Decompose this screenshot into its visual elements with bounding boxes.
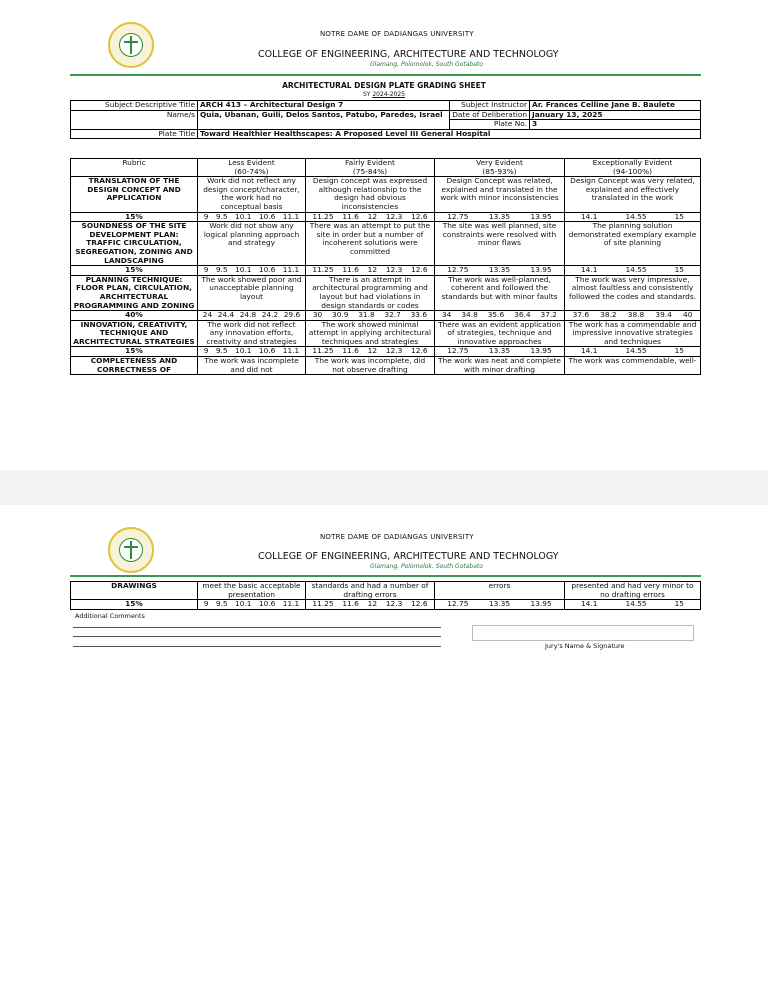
rubric-header: Rubric: [71, 159, 198, 177]
header-divider: [70, 74, 701, 76]
very-scores: 12.75 13.35 13.95: [435, 212, 565, 222]
fairly-evident-header: Fairly Evident (75-84%): [306, 159, 435, 177]
rubric-table: [70, 158, 701, 375]
criterion-exceptional: The work has a commendable and impressive innovative strategies and techniques: [565, 320, 701, 347]
criterion-name: PLANNING TECHNIQUE: FLOOR PLAN, CIRCULATION, ARCHITECTURAL PROGRAMMING AND ZONING: [71, 275, 198, 310]
criterion-fairly: standards and had a number of drafting errors: [306, 582, 435, 600]
university-name: NOTRE DAME OF DADIANGAS UNIVERSITY: [320, 30, 474, 38]
university-seal-icon: [108, 22, 154, 68]
criterion-row: [71, 222, 701, 266]
criterion-name: COMPLETENESS AND CORRECTNESS OF: [71, 357, 198, 375]
fairly-scores: 11.25 11.6 12 12.3 12.6: [306, 600, 435, 610]
very-evident-header: Very Evident (85-93%): [435, 159, 565, 177]
comment-line-3[interactable]: [73, 646, 441, 647]
criterion-very: The work was neat and complete with minor drafting: [435, 357, 565, 375]
criterion-name: INNOVATION, CREATIVITY, TECHNIQUE AND ARCHITECTURAL STRATEGIES: [71, 320, 198, 347]
subject-title-value: ARCH 413 – Architectural Design 7: [198, 101, 450, 111]
very-scores: 12.75 13.35 13.95: [435, 266, 565, 276]
criterion-fairly: There was an attempt to put the site in order but a number of incoherent solutions were committed: [306, 222, 435, 266]
less-scores: 9 9.5 10.1 10.6 11.1: [198, 212, 306, 222]
criterion-exceptional: presented and had very minor to no drafting errors: [565, 582, 701, 600]
criterion-less: The work showed poor and unacceptable planning layout: [198, 275, 306, 310]
criterion-row: [71, 320, 701, 347]
exceptional-scores: 14.1 14.55 15: [565, 600, 701, 610]
criterion-name: DRAWINGS: [71, 582, 198, 600]
additional-comments-label: Additional Comments: [75, 612, 145, 620]
fairly-scores: 11.25 11.6 12 12.3 12.6: [306, 266, 435, 276]
very-scores: 12.75 13.35 13.95: [435, 600, 565, 610]
criterion-very: The site was well planned, site constraints were resolved with minor flaws: [435, 222, 565, 266]
exceptional-scores: 14.1 14.55 15: [565, 212, 701, 222]
criterion-less: meet the basic acceptable presentation: [198, 582, 306, 600]
less-scores: 24 24.4 24.8 24.2 29.6: [198, 311, 306, 321]
college-name: COLLEGE OF ENGINEERING, ARCHITECTURE AND TECHNOLOGY: [258, 49, 559, 60]
university-name: NOTRE DAME OF DADIANGAS UNIVERSITY: [320, 533, 474, 541]
criterion-row: [71, 275, 701, 310]
exceptional-scores: 14.1 14.55 15: [565, 347, 701, 357]
less-scores: 9 9.5 10.1 10.6 11.1: [198, 266, 306, 276]
criterion-weight: 15%: [71, 266, 198, 276]
names-label: Name/s: [71, 110, 198, 129]
criterion-name: TRANSLATION OF THE DESIGN CONCEPT AND APPLICATION: [71, 177, 198, 212]
college-name: COLLEGE OF ENGINEERING, ARCHITECTURE AND TECHNOLOGY: [258, 551, 559, 562]
less-evident-header: Less Evident (60-74%): [198, 159, 306, 177]
less-scores: 9 9.5 10.1 10.6 11.1: [198, 347, 306, 357]
fairly-scores: 11.25 11.6 12 12.3 12.6: [306, 212, 435, 222]
college-address: Glamang, Polomolok, South Gotabato: [370, 61, 483, 68]
criterion-less: Work did not reflect any design concept/character, the work had no conceptual basis: [198, 177, 306, 212]
criterion-row: [71, 177, 701, 212]
fairly-scores: 11.25 11.6 12 12.3 12.6: [306, 347, 435, 357]
plate-title-label: Plate Title: [71, 129, 198, 139]
school-year: SY 2024-2025: [362, 91, 406, 98]
rubric-table-continued: [70, 581, 701, 610]
comment-line-1[interactable]: [73, 627, 441, 628]
criterion-fairly: Design concept was expressed although relationship to the design had obvious inconsistencies: [306, 177, 435, 212]
plate-no-value: 3: [530, 120, 701, 130]
page-2: [0, 505, 768, 1006]
names-value: Quia, Ubanan, Guili, Delos Santos, Patubo, Paredes, Israel: [198, 110, 450, 129]
exceptionally-evident-header: Exceptionally Evident (94-100%): [565, 159, 701, 177]
plate-title-value: Toward Healthier Healthscapes: A Proposed Level III General Hospital: [198, 129, 701, 139]
criterion-very: Design Concept was related, explained and translated in the work with minor inconsistencies: [435, 177, 565, 212]
less-scores: 9 9.5 10.1 10.6 11.1: [198, 600, 306, 610]
comment-line-2[interactable]: [73, 636, 441, 637]
criterion-exceptional: The work was very impressive, almost faultless and consistently followed the codes and standards.: [565, 275, 701, 310]
very-scores: 34 34.8 35.6 36.4 37.2: [435, 311, 565, 321]
criterion-less: The work did not reflect any innovation efforts, creativity and strategies: [198, 320, 306, 347]
subject-title-label: Subject Descriptive Title: [71, 101, 198, 111]
criterion-very: errors: [435, 582, 565, 600]
date-label: Date of Deliberation: [450, 110, 530, 120]
criterion-exceptional: The planning solution demonstrated exemplary example of site planning: [565, 222, 701, 266]
criterion-less: Work did not show any logical planning approach and strategy: [198, 222, 306, 266]
sheet-title: ARCHITECTURAL DESIGN PLATE GRADING SHEET: [282, 81, 486, 90]
criterion-weight: 15%: [71, 347, 198, 357]
criterion-fairly: The work was incomplete, did not observe drafting: [306, 357, 435, 375]
criterion-fairly: The work showed minimal attempt in applying architectural techniques and strategies: [306, 320, 435, 347]
criterion-name: SOUNDNESS OF THE SITE DEVELOPMENT PLAN: TRAFFIC CIRCULATION, SEGREGATION, ZONING AND LANDSCAPING: [71, 222, 198, 266]
criterion-fairly: There is an attempt in architectural programming and layout but had violations in design standards or codes: [306, 275, 435, 310]
criterion-very: The work was well-planned, coherent and followed the standards but with minor faults: [435, 275, 565, 310]
criterion-row: [71, 582, 701, 600]
date-value: January 13, 2025: [530, 110, 701, 120]
exceptional-scores: 14.1 14.55 15: [565, 266, 701, 276]
very-scores: 12.75 13.35 13.95: [435, 347, 565, 357]
fairly-scores: 30 30.9 31.8 32.7 33.6: [306, 311, 435, 321]
score-row: [71, 600, 701, 610]
instructor-label: Subject Instructor: [450, 101, 530, 111]
criterion-row: [71, 357, 701, 375]
criterion-weight: 15%: [71, 212, 198, 222]
criterion-weight: 40%: [71, 311, 198, 321]
score-row: [71, 311, 701, 321]
exceptional-scores: 37.6 38.2 38.8 39.4 40: [565, 311, 701, 321]
criterion-very: There was an evident application of strategies, technique and innovative approaches: [435, 320, 565, 347]
criterion-exceptional: The work was commendable, well-: [565, 357, 701, 375]
rubric-header-row: [71, 159, 701, 177]
plate-no-label: Plate No.: [450, 120, 530, 130]
university-seal-icon: [108, 527, 154, 573]
jury-signature-label: Jury's Name & Signature: [545, 642, 625, 650]
score-row: [71, 266, 701, 276]
criterion-weight: 15%: [71, 600, 198, 610]
header-divider: [70, 575, 701, 577]
jury-signature-field[interactable]: [472, 625, 694, 641]
college-address: Glamang, Polomolok, South Gotabato: [370, 563, 483, 570]
page-1: [0, 0, 768, 470]
criterion-less: The work was incomplete and did not: [198, 357, 306, 375]
instructor-value: Ar. Frances Celline Jane B. Baulete: [530, 101, 701, 111]
plate-info-table: [70, 100, 701, 139]
criterion-exceptional: Design Concept was very related, explained and effectively translated in the work: [565, 177, 701, 212]
